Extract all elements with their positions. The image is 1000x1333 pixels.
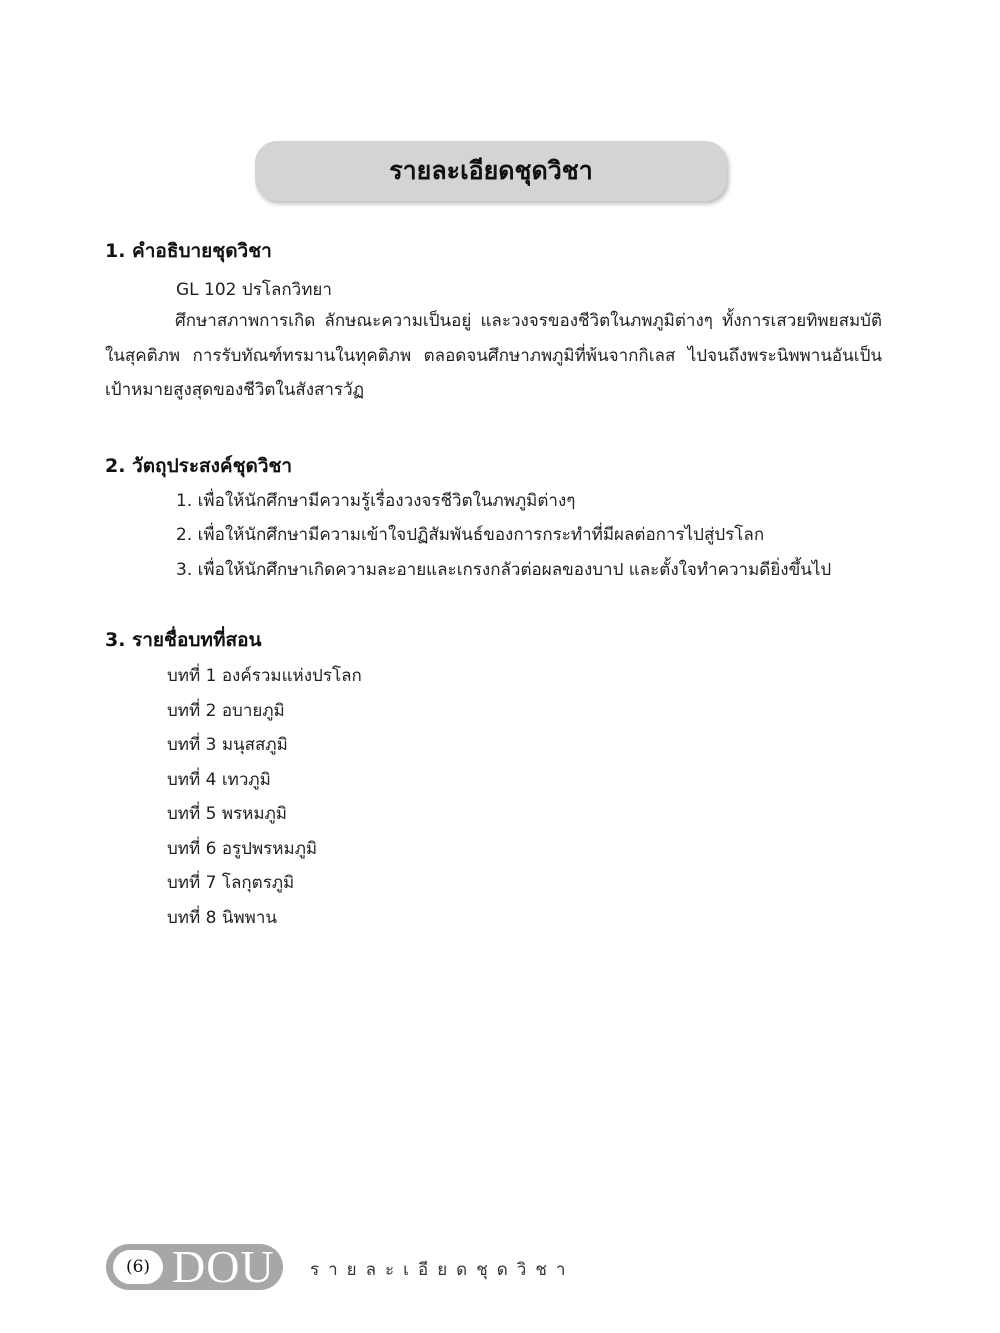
objective-item: 1. เพื่อให้นักศึกษามีความรู้เรื่องวงจรชีวิตในภพภูมิต่างๆ xyxy=(176,491,576,511)
page-number: (6) xyxy=(113,1250,163,1284)
footer-caption: รายละเอียดชุดวิชา xyxy=(310,1260,575,1280)
chapter-item: บทที่ 2 อบายภูมิ xyxy=(167,701,285,721)
chapter-item: บทที่ 1 องค์รวมแห่งปรโลก xyxy=(167,666,362,686)
course-description xyxy=(105,304,882,408)
chapter-item: บทที่ 3 มนุสสภูมิ xyxy=(167,735,288,755)
objective-item: 2. เพื่อให้นักศึกษามีความเข้าใจปฏิสัมพันธ์ของการกระทำที่มีผลต่อการไปสู่ปรโลก xyxy=(176,525,765,545)
course-code: GL 102 ปรโลกวิทยา xyxy=(176,280,332,300)
chapter-item: บทที่ 4 เทวภูมิ xyxy=(167,770,271,790)
chapter-item: บทที่ 5 พรหมภูมิ xyxy=(167,804,287,824)
chapter-item: บทที่ 8 นิพพาน xyxy=(167,908,278,928)
section-2-heading: 2. วัตถุประสงค์ชุดวิชา xyxy=(105,455,293,477)
page-title: รายละเอียดชุดวิชา xyxy=(389,156,593,185)
course-description-text: ศึกษาสภาพการเกิด ลักษณะความเป็นอยู่ และวงจรของชีวิตในภพภูมิต่างๆ ทั้งการเสวยทิพยสมบัติในสุคติภพ การรับทัณฑ์ทรมานในทุคติภพ ตลอดจนศึกษาภพภูมิที่พ้นจากกิเลส ไปจนถึงพระนิพพานอันเป็นเป้าหมายสูงสุดของชีวิตในสังสารวัฏ xyxy=(105,311,882,400)
chapter-item: บทที่ 7 โลกุตรภูมิ xyxy=(167,873,295,893)
section-1-heading: 1. คำอธิบายชุดวิชา xyxy=(105,240,272,262)
section-3-heading: 3. รายชื่อบทที่สอน xyxy=(105,629,262,651)
dou-logo: DOU xyxy=(172,1241,275,1292)
objective-item: 3. เพื่อให้นักศึกษาเกิดความละอายและเกรงกลัวต่อผลของบาป และตั้งใจทำความดียิ่งขึ้นไป xyxy=(176,560,832,580)
chapter-item: บทที่ 6 อรูปพรหมภูมิ xyxy=(167,839,318,859)
title-banner xyxy=(255,141,727,201)
